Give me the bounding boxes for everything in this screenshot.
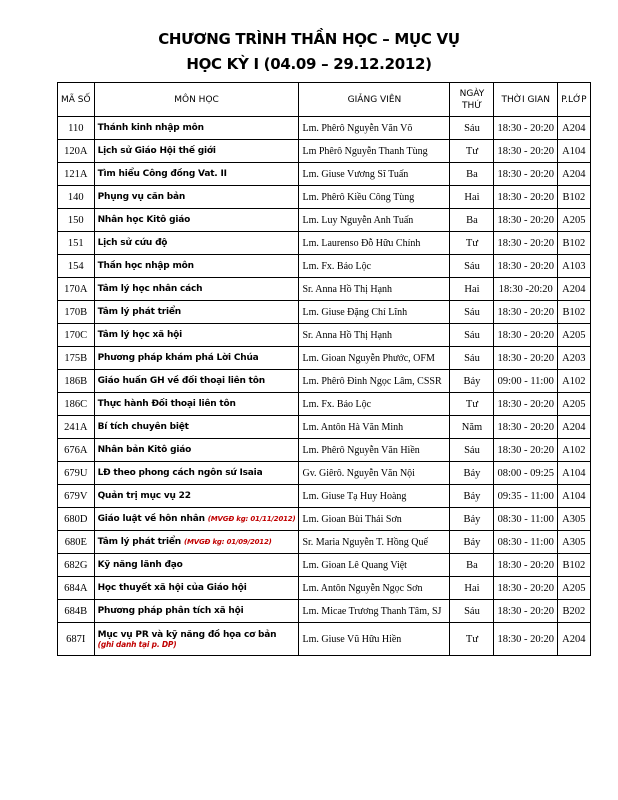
course-day: Sáu — [450, 324, 494, 347]
table-row — [58, 209, 591, 232]
course-subject — [94, 186, 299, 209]
subject-name: Tâm lý phát triển — [97, 307, 181, 317]
course-code: 121A — [58, 163, 95, 186]
course-teacher: Lm. Giuse Đặng Chí Lĩnh — [299, 301, 450, 324]
course-teacher: Sr. Anna Hồ Thị Hạnh — [299, 278, 450, 301]
table-row — [58, 278, 591, 301]
course-subject — [94, 531, 299, 554]
course-teacher: Lm. Micae Trương Thanh Tâm, SJ — [299, 600, 450, 623]
course-code: 679V — [58, 485, 95, 508]
course-room: A204 — [558, 163, 591, 186]
table-header-row — [58, 83, 591, 117]
course-subject — [94, 600, 299, 623]
header-teacher: GIẢNG VIÊN — [299, 83, 450, 117]
subject-name: Phương pháp khám phá Lời Chúa — [97, 353, 259, 363]
course-room: B202 — [558, 600, 591, 623]
course-time: 18:30 - 20:20 — [494, 140, 558, 163]
course-code: 186B — [58, 370, 95, 393]
course-code: 150 — [58, 209, 95, 232]
table-row — [58, 485, 591, 508]
table-row — [58, 462, 591, 485]
header-code: MÃ SỐ — [58, 83, 95, 117]
subject-name: Nhân bản Kitô giáo — [97, 445, 192, 455]
course-room: B102 — [558, 186, 591, 209]
course-teacher: Lm. Giuse Vương Sĩ Tuấn — [299, 163, 450, 186]
course-subject — [94, 117, 299, 140]
course-day: Sáu — [450, 600, 494, 623]
course-code: 120A — [58, 140, 95, 163]
course-time: 08:00 - 09:25 — [494, 462, 558, 485]
course-room: B102 — [558, 232, 591, 255]
table-row — [58, 301, 591, 324]
course-code: 175B — [58, 347, 95, 370]
course-day: Bảy — [450, 370, 494, 393]
course-time: 18:30 - 20:20 — [494, 232, 558, 255]
table-row — [58, 117, 591, 140]
table-row — [58, 163, 591, 186]
course-room: A205 — [558, 577, 591, 600]
course-time: 18:30 - 20:20 — [494, 117, 558, 140]
subject-name: Mục vụ PR và kỹ năng đồ họa cơ bản — [97, 629, 277, 640]
subject-name: Giáo huấn GH về đối thoại liên tôn — [97, 376, 265, 386]
subject-name: LĐ theo phong cách ngôn sứ Isaia — [97, 468, 263, 478]
course-teacher: Lm. Giuse Vũ Hữu Hiền — [299, 623, 450, 656]
course-room: B102 — [558, 554, 591, 577]
course-day: Sáu — [450, 301, 494, 324]
subject-name: Tâm lý học nhân cách — [97, 284, 203, 294]
course-code: 186C — [58, 393, 95, 416]
course-room: A102 — [558, 370, 591, 393]
table-row — [58, 623, 591, 656]
course-room: A205 — [558, 209, 591, 232]
course-code: 140 — [58, 186, 95, 209]
table-row — [58, 600, 591, 623]
schedule-rows — [58, 117, 591, 656]
course-code: 170C — [58, 324, 95, 347]
course-day: Năm — [450, 416, 494, 439]
course-day: Tư — [450, 393, 494, 416]
course-day: Sáu — [450, 117, 494, 140]
course-time: 18:30 - 20:20 — [494, 393, 558, 416]
subject-name: Quản trị mục vụ 22 — [97, 491, 191, 501]
header-subject: MÔN HỌC — [94, 83, 299, 117]
course-day: Bảy — [450, 508, 494, 531]
course-subject — [94, 324, 299, 347]
subject-name: Phụng vụ căn bản — [97, 192, 186, 202]
course-subject — [94, 301, 299, 324]
course-teacher: Lm. Gioan Lê Quang Việt — [299, 554, 450, 577]
course-teacher: Sr. Maria Nguyễn T. Hồng Quế — [299, 531, 450, 554]
header-day-line2: THỨ — [461, 100, 482, 111]
table-row — [58, 186, 591, 209]
table-row — [58, 232, 591, 255]
subject-note: (MVGĐ kg: 01/09/2012) — [183, 538, 272, 546]
course-time: 18:30 - 20:20 — [494, 324, 558, 347]
course-code: 676A — [58, 439, 95, 462]
course-teacher: Lm. Phêrô Nguyễn Văn Võ — [299, 117, 450, 140]
table-row — [58, 554, 591, 577]
course-day: Tư — [450, 140, 494, 163]
table-row — [58, 347, 591, 370]
table-row — [58, 255, 591, 278]
course-room: A305 — [558, 531, 591, 554]
course-room: A205 — [558, 324, 591, 347]
course-day: Ba — [450, 209, 494, 232]
table-row — [58, 324, 591, 347]
course-subject — [94, 462, 299, 485]
subject-name: Thần học nhập môn — [97, 261, 194, 271]
course-subject — [94, 370, 299, 393]
course-time: 18:30 - 20:20 — [494, 439, 558, 462]
course-subject — [94, 554, 299, 577]
subject-name: Học thuyết xã hội của Giáo hội — [97, 583, 247, 593]
course-day: Ba — [450, 163, 494, 186]
table-row — [58, 370, 591, 393]
course-teacher: Lm. Phêrô Kiều Công Tùng — [299, 186, 450, 209]
subject-name: Kỹ năng lãnh đạo — [97, 560, 183, 570]
course-room: A204 — [558, 623, 591, 656]
course-room: A103 — [558, 255, 591, 278]
course-room: A205 — [558, 393, 591, 416]
course-subject — [94, 416, 299, 439]
course-time: 18:30 - 20:20 — [494, 623, 558, 656]
subject-note: (MVGĐ kg: 01/11/2012) — [207, 515, 296, 523]
course-subject — [94, 163, 299, 186]
course-day: Sáu — [450, 439, 494, 462]
course-teacher: Lm. Giuse Tạ Huy Hoàng — [299, 485, 450, 508]
course-subject — [94, 232, 299, 255]
course-time: 18:30 - 20:20 — [494, 301, 558, 324]
course-code: 241A — [58, 416, 95, 439]
subject-name: Lịch sử Giáo Hội thế giới — [97, 146, 216, 156]
course-room: A305 — [558, 508, 591, 531]
course-teacher: Lm. Luy Nguyễn Anh Tuấn — [299, 209, 450, 232]
course-teacher: Lm. Gioan Bùi Thái Sơn — [299, 508, 450, 531]
course-code: 684A — [58, 577, 95, 600]
table-row — [58, 140, 591, 163]
course-teacher: Lm Phêrô Nguyễn Thanh Tùng — [299, 140, 450, 163]
subject-note: (ghi danh tại p. DP) — [97, 639, 177, 649]
course-subject — [94, 209, 299, 232]
course-teacher: Gv. Giêrô. Nguyễn Văn Nội — [299, 462, 450, 485]
course-day: Bảy — [450, 462, 494, 485]
course-day: Tư — [450, 232, 494, 255]
subject-name: Lịch sử cứu độ — [97, 238, 168, 248]
course-room: A104 — [558, 140, 591, 163]
course-teacher: Lm. Antôn Nguyễn Ngọc Sơn — [299, 577, 450, 600]
course-day: Ba — [450, 554, 494, 577]
course-subject — [94, 508, 299, 531]
course-time: 18:30 - 20:20 — [494, 577, 558, 600]
course-time: 18:30 - 20:20 — [494, 347, 558, 370]
course-time: 18:30 - 20:20 — [494, 186, 558, 209]
course-day: Hai — [450, 577, 494, 600]
header-time: THỜI GIAN — [494, 83, 558, 117]
course-code: 682G — [58, 554, 95, 577]
course-code: 170B — [58, 301, 95, 324]
table-row — [58, 393, 591, 416]
course-day: Bảy — [450, 531, 494, 554]
table-row — [58, 577, 591, 600]
course-code: 680E — [58, 531, 95, 554]
course-code: 151 — [58, 232, 95, 255]
course-time: 18:30 - 20:20 — [494, 416, 558, 439]
course-day: Tư — [450, 623, 494, 656]
table-row — [58, 416, 591, 439]
subject-name: Thánh kinh nhập môn — [97, 123, 204, 133]
course-time: 08:30 - 11:00 — [494, 531, 558, 554]
course-room: A204 — [558, 117, 591, 140]
course-subject — [94, 278, 299, 301]
course-time: 08:30 - 11:00 — [494, 508, 558, 531]
course-code: 687I — [58, 623, 95, 656]
course-code: 110 — [58, 117, 95, 140]
course-subject — [94, 485, 299, 508]
subject-name: Tìm hiểu Công đồng Vat. II — [97, 169, 227, 179]
course-time: 18:30 -20:20 — [494, 278, 558, 301]
header-day — [450, 83, 494, 117]
course-day: Hai — [450, 186, 494, 209]
course-time: 09:35 - 11:00 — [494, 485, 558, 508]
subject-name: Tâm lý học xã hội — [97, 330, 183, 340]
course-time: 18:30 - 20:20 — [494, 209, 558, 232]
subject-name: Bí tích chuyên biệt — [97, 422, 189, 432]
course-subject — [94, 255, 299, 278]
course-room: A102 — [558, 439, 591, 462]
course-teacher: Lm. Phêrô Đinh Ngọc Lâm, CSSR — [299, 370, 450, 393]
course-code: 170A — [58, 278, 95, 301]
semester-subtitle: HỌC KỲ I (04.09 – 29.12.2012) — [186, 55, 432, 73]
course-day: Hai — [450, 278, 494, 301]
course-teacher: Lm. Fx. Bảo Lộc — [299, 393, 450, 416]
course-code: 684B — [58, 600, 95, 623]
course-time: 18:30 - 20:20 — [494, 255, 558, 278]
course-teacher: Lm. Phêrô Nguyễn Văn Hiền — [299, 439, 450, 462]
course-teacher: Lm. Gioan Nguyễn Phước, OFM — [299, 347, 450, 370]
schedule-table — [57, 82, 591, 656]
table-row — [58, 531, 591, 554]
course-teacher: Sr. Anna Hồ Thị Hạnh — [299, 324, 450, 347]
subject-name: Nhân học Kitô giáo — [97, 215, 191, 225]
course-time: 18:30 - 20:20 — [494, 554, 558, 577]
header-day-line1: NGÀY — [459, 88, 485, 99]
course-subject — [94, 623, 299, 656]
table-row — [58, 508, 591, 531]
course-time: 18:30 - 20:20 — [494, 600, 558, 623]
course-subject — [94, 393, 299, 416]
course-code: 680D — [58, 508, 95, 531]
course-day: Sáu — [450, 255, 494, 278]
course-teacher: Lm. Fx. Bảo Lộc — [299, 255, 450, 278]
course-time: 18:30 - 20:20 — [494, 163, 558, 186]
course-subject — [94, 140, 299, 163]
document-title: CHƯƠNG TRÌNH THẦN HỌC – MỤC VỤ — [158, 30, 460, 48]
course-room: A104 — [558, 462, 591, 485]
course-day: Sáu — [450, 347, 494, 370]
course-subject — [94, 439, 299, 462]
course-teacher: Lm. Antôn Hà Văn Minh — [299, 416, 450, 439]
header-room: P.LỚP — [558, 83, 591, 117]
course-room: A104 — [558, 485, 591, 508]
course-room: A204 — [558, 278, 591, 301]
course-subject — [94, 347, 299, 370]
course-day: Bảy — [450, 485, 494, 508]
table-row — [58, 439, 591, 462]
subject-name: Phương pháp phân tích xã hội — [97, 606, 244, 616]
subject-name: Giáo luật về hôn nhân — [97, 514, 205, 524]
course-teacher: Lm. Laurenso Đỗ Hữu Chính — [299, 232, 450, 255]
course-time: 09:00 - 11:00 — [494, 370, 558, 393]
subject-name: Tâm lý phát triển — [97, 537, 181, 547]
course-room: A203 — [558, 347, 591, 370]
course-code: 679U — [58, 462, 95, 485]
course-code: 154 — [58, 255, 95, 278]
course-room: A204 — [558, 416, 591, 439]
course-room: B102 — [558, 301, 591, 324]
course-subject — [94, 577, 299, 600]
subject-name: Thực hành Đối thoại liên tôn — [97, 399, 236, 409]
